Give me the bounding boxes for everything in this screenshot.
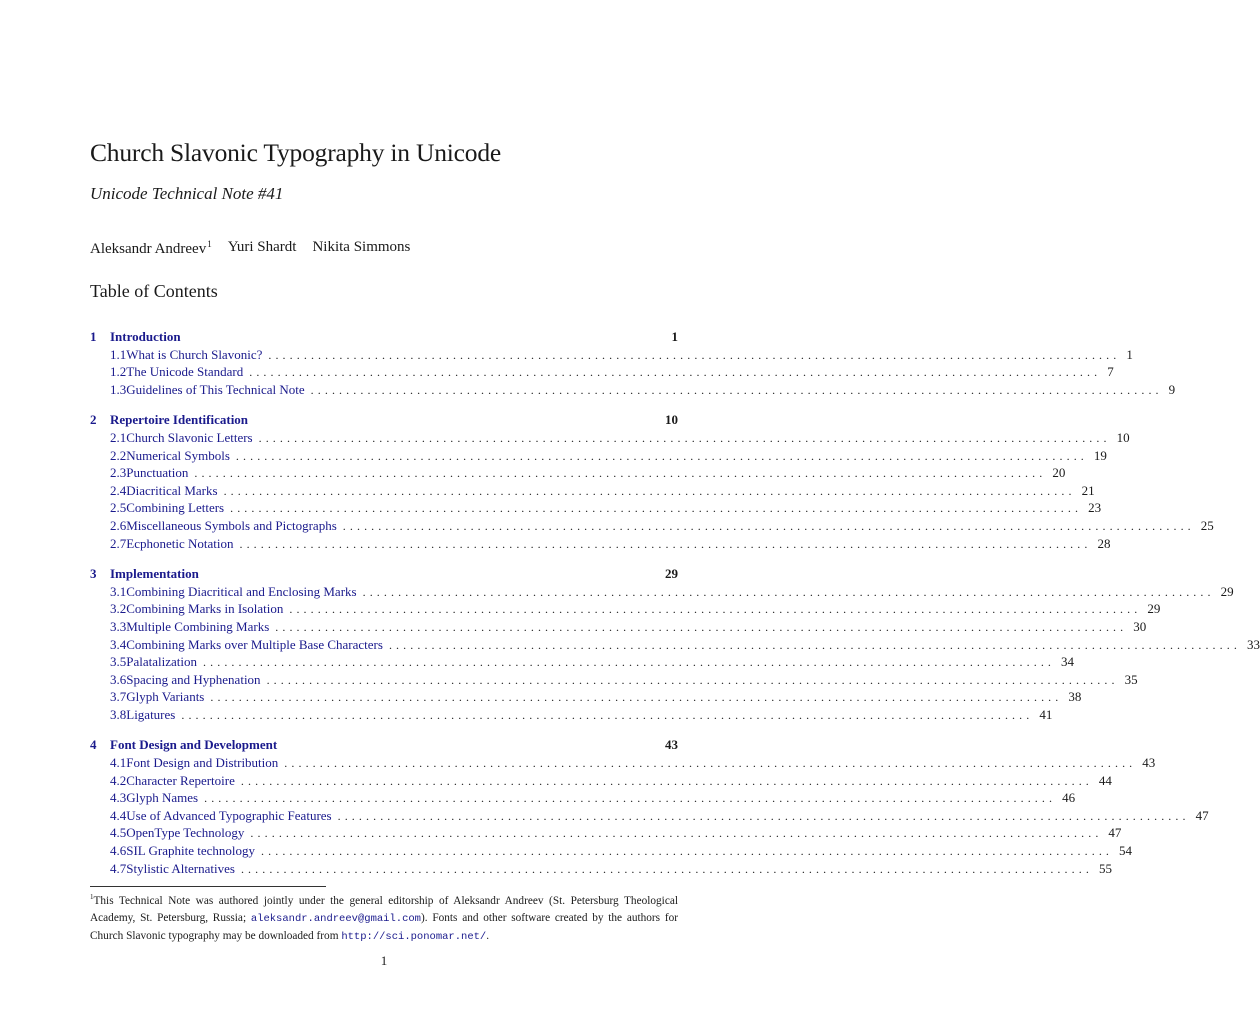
toc-page-number: 9 <box>1168 381 1176 397</box>
toc-page-number: 29 <box>665 566 678 582</box>
toc-subsection-entry[interactable] <box>90 860 1112 879</box>
toc-subsection-link[interactable]: Multiple Combining Marks <box>126 618 270 634</box>
toc-page-number: 43 <box>1142 755 1156 771</box>
dot-leader: ........................................................................................................................ <box>268 347 1121 362</box>
toc-subsection-link[interactable]: Combining Marks in Isolation <box>126 601 284 617</box>
toc-subsection-entry[interactable] <box>90 755 1156 773</box>
toc-subsection-link[interactable]: Stylistic Alternatives <box>126 860 235 876</box>
toc-page-number: 35 <box>1124 671 1138 687</box>
dot-leader: ........................................................................................................................ <box>249 365 1102 380</box>
dot-leader: ........................................................................................................................ <box>240 861 1093 876</box>
toc-subsection-number[interactable]: 4.2 <box>110 772 127 788</box>
toc-subsection-link[interactable]: Miscellaneous Symbols and Pictographs <box>126 517 337 533</box>
toc-section-entry[interactable] <box>90 566 678 584</box>
toc-subsection-entry[interactable] <box>90 843 1133 861</box>
footnote-divider <box>90 886 326 887</box>
toc-page-number: 19 <box>1093 447 1107 463</box>
toc-subsection-entry[interactable] <box>90 790 1076 808</box>
toc-section-link[interactable]: Introduction <box>110 329 181 344</box>
toc-subsection-entry[interactable] <box>90 601 1161 619</box>
dot-leader: ........................................................................................................................ <box>194 466 1047 481</box>
toc-subsection-link[interactable]: Spacing and Hyphenation <box>126 671 261 687</box>
toc-page-number: 29 <box>1147 601 1161 617</box>
toc-subsection-number[interactable]: 3.2 <box>110 601 127 617</box>
dot-leader: ........................................................................................................................ <box>223 483 1076 498</box>
toc-subsection-link[interactable]: Ecphonetic Notation <box>126 535 234 551</box>
dot-leader: ........................................................................................................................ <box>240 773 1093 788</box>
toc-section <box>90 329 1176 399</box>
dot-leader: ........................................................................................................................ <box>258 430 1111 445</box>
dot-leader: ........................................................................................................................ <box>239 536 1092 551</box>
toc-subsection-number[interactable]: 3.3 <box>110 618 127 634</box>
toc-subsection-number[interactable]: 2.2 <box>110 447 127 463</box>
toc-subsection-entry[interactable] <box>90 772 1112 791</box>
toc-subsection-number[interactable]: 4.3 <box>110 790 127 806</box>
toc-page-number: 38 <box>1068 689 1082 705</box>
dot-leader: ........................................................................................................................ <box>261 844 1114 859</box>
toc-subsection-number[interactable]: 3.5 <box>110 654 127 670</box>
toc-subsection-link[interactable]: Numerical Symbols <box>126 447 230 463</box>
toc-section <box>90 412 1214 553</box>
toc-page-number: 10 <box>665 412 678 428</box>
toc-subsection-number[interactable]: 4.6 <box>110 843 127 859</box>
toc-subsection-link[interactable]: Guidelines of This Technical Note <box>126 381 305 397</box>
toc-page-number: 47 <box>1108 825 1122 841</box>
toc-section-entry[interactable] <box>90 412 678 430</box>
dot-leader: ........................................................................................................................ <box>337 808 1190 823</box>
toc-subsection-link[interactable]: Combining Marks over Multiple Base Characters <box>126 636 383 652</box>
toc-subsection-number[interactable]: 1.3 <box>110 381 127 397</box>
author: Nikita Simmons <box>312 239 411 255</box>
dot-leader: ........................................................................................................................ <box>342 518 1195 533</box>
toc-subsection-link[interactable]: Combining Diacritical and Enclosing Marks <box>126 583 357 599</box>
dot-leader: ........................................................................................................................ <box>266 672 1119 687</box>
toc-subsection-link[interactable]: Glyph Names <box>126 790 199 806</box>
document-subtitle: Unicode Technical Note #41 <box>90 184 284 203</box>
toc-subsection-number[interactable]: 1.1 <box>110 346 127 362</box>
toc-section <box>90 737 1209 878</box>
toc-subsection-entry[interactable] <box>90 447 1107 466</box>
toc-subsection-entry[interactable] <box>90 654 1075 672</box>
toc-subsection-entry[interactable] <box>90 346 1133 365</box>
toc-page-number: 23 <box>1088 500 1102 516</box>
toc-subsection-link[interactable]: Palatalization <box>126 654 198 670</box>
toc-page-number: 29 <box>1220 583 1234 599</box>
toc-subsection-number[interactable]: 2.4 <box>110 482 127 498</box>
toc-section-number: 1 <box>90 329 97 344</box>
toc-page-number: 1 <box>1126 346 1133 362</box>
dot-leader: ........................................................................................................................ <box>362 584 1215 599</box>
website-link[interactable]: http://sci.ponomar.net/ <box>341 930 487 943</box>
toc-page-number: 34 <box>1061 654 1075 670</box>
dot-leader: ........................................................................................................................ <box>388 637 1241 652</box>
toc-subsection-entry[interactable] <box>90 465 1066 483</box>
toc-subsection-number[interactable]: 3.6 <box>110 671 127 687</box>
toc-subsection-number[interactable]: 3.8 <box>110 706 127 722</box>
toc-subsection-link[interactable]: Church Slavonic Letters <box>126 429 253 445</box>
toc-section-link[interactable]: Implementation <box>110 566 199 582</box>
toc-page-number: 10 <box>1116 429 1130 445</box>
toc-subsection-number[interactable]: 2.6 <box>110 517 127 533</box>
toc-subsection-entry[interactable] <box>90 482 1095 501</box>
toc-section-link[interactable]: Repertoire Identification <box>110 412 249 428</box>
toc-subsection-number[interactable]: 4.1 <box>110 755 127 771</box>
toc-subsection-link[interactable]: SIL Graphite technology <box>126 843 256 859</box>
dot-leader: ........................................................................................................................ <box>289 602 1142 617</box>
toc-subsection-link[interactable]: Punctuation <box>126 465 189 481</box>
toc-subsection-link[interactable]: Use of Advanced Typographic Features <box>126 807 332 823</box>
toc-page-number: 30 <box>1133 618 1147 634</box>
toc-subsection-link[interactable]: Glyph Variants <box>126 689 205 705</box>
toc-subsection-entry[interactable] <box>90 429 1130 448</box>
toc-subsection-number[interactable]: 4.4 <box>110 807 127 823</box>
dot-leader: ........................................................................................................................ <box>210 690 1063 705</box>
footnote-mark: 1 <box>90 893 94 901</box>
dot-leader: ........................................................................................................................ <box>181 707 1034 722</box>
toc-page-number: 46 <box>1062 790 1076 806</box>
toc-subsection-link[interactable]: What is Church Slavonic? <box>126 346 263 362</box>
toc-subsection-number[interactable]: 4.7 <box>110 860 127 876</box>
toc-subsection-entry[interactable] <box>90 500 1102 518</box>
toc-page-number: 47 <box>1195 807 1209 823</box>
toc-subsection-number[interactable]: 2.7 <box>110 535 127 551</box>
dot-leader: ........................................................................................................................ <box>230 501 1083 516</box>
toc-page-number: 44 <box>1098 772 1112 788</box>
toc-page-number: 20 <box>1052 465 1066 481</box>
toc-subsection-link[interactable]: The Unicode Standard <box>126 364 244 380</box>
dot-leader: ........................................................................................................................ <box>284 756 1137 771</box>
document-title: Church Slavonic Typography in Unicode <box>90 138 502 167</box>
toc-subsection-entry[interactable] <box>90 381 1176 400</box>
toc-subsection-entry[interactable] <box>90 825 1122 843</box>
toc-subsection-link[interactable]: OpenType Technology <box>126 825 245 841</box>
author: Yuri Shardt <box>227 239 297 255</box>
toc-subsection-entry[interactable] <box>90 807 1209 826</box>
toc-subsection-number[interactable]: 4.5 <box>110 825 127 841</box>
toc-subsection-entry[interactable] <box>90 583 1234 602</box>
dot-leader: ........................................................................................................................ <box>235 448 1088 463</box>
toc-subsection-link[interactable]: Font Design and Distribution <box>126 755 279 771</box>
toc-subsection-entry[interactable] <box>90 517 1214 536</box>
toc-section-number: 4 <box>90 737 97 753</box>
toc-subsection-number[interactable]: 3.4 <box>110 636 127 652</box>
toc-page-number: 25 <box>1200 517 1214 533</box>
toc-section-entry[interactable] <box>90 737 678 755</box>
toc-heading: Table of Contents <box>90 281 218 301</box>
dot-leader: ........................................................................................................................ <box>275 619 1128 634</box>
toc-section-number: 2 <box>90 412 97 428</box>
author: Aleksandr Andreev$^1$ <box>90 239 212 257</box>
page-number: 1 <box>380 953 388 968</box>
toc-page-number: 21 <box>1081 482 1095 498</box>
toc-subsection-entry[interactable] <box>90 535 1111 554</box>
dot-leader: ........................................................................................................................ <box>310 382 1163 397</box>
table-of-contents <box>90 329 1260 891</box>
toc-section-entry[interactable] <box>90 329 678 347</box>
dot-leader: ........................................................................................................................ <box>250 826 1103 841</box>
toc-page-number: 43 <box>665 737 678 753</box>
footnote-marker[interactable]: 1 <box>207 239 212 249</box>
toc-subsection-number[interactable]: 2.1 <box>110 429 127 445</box>
toc-page-number: 33 <box>1246 636 1260 652</box>
toc-section-number: 3 <box>90 566 97 582</box>
email-link[interactable]: aleksandr.andreev@gmail.com <box>250 912 421 925</box>
toc-page-number: 54 <box>1119 843 1133 859</box>
toc-subsection-link[interactable]: Diacritical Marks <box>126 482 218 498</box>
toc-page-number: 55 <box>1098 860 1112 876</box>
toc-subsection-entry[interactable] <box>90 364 1114 382</box>
toc-page-number: 28 <box>1097 535 1111 551</box>
toc-subsection-entry[interactable] <box>90 618 1147 637</box>
toc-subsection-entry[interactable] <box>90 689 1082 707</box>
toc-subsection-number[interactable]: 1.2 <box>110 364 127 380</box>
author-list <box>90 239 410 258</box>
toc-subsection-number[interactable]: 3.7 <box>110 689 127 705</box>
toc-subsection-link[interactable]: Combining Letters <box>126 500 225 516</box>
toc-subsection-link[interactable]: Ligatures <box>126 706 176 722</box>
toc-section-link[interactable]: Font Design and Development <box>110 737 278 753</box>
dot-leader: ........................................................................................................................ <box>203 655 1056 670</box>
toc-subsection-number[interactable]: 3.1 <box>110 583 127 599</box>
dot-leader: ........................................................................................................................ <box>204 791 1057 806</box>
toc-page-number: 41 <box>1039 706 1053 722</box>
toc-section <box>90 566 1260 724</box>
footnote: $^1$This Technical Note was authored jointly under the general editorship of Aleksandr Andreev (St. Petersburg Theological Academy, St. Petersburg, Russia; aleksandr.andreev@gmail.com). Fonts and other software created by the authors for Church Slavonic typography may be downloaded from http://sci.ponomar.net/. <box>90 893 679 943</box>
toc-page-number: 7 <box>1107 364 1114 380</box>
toc-subsection-link[interactable]: Character Repertoire <box>126 772 235 788</box>
toc-subsection-entry[interactable] <box>90 636 1260 655</box>
toc-subsection-entry[interactable] <box>90 671 1138 690</box>
toc-subsection-number[interactable]: 2.3 <box>110 465 127 481</box>
toc-page-number: 1 <box>671 329 678 344</box>
toc-subsection-number[interactable]: 2.5 <box>110 500 127 516</box>
toc-subsection-entry[interactable] <box>90 706 1053 725</box>
